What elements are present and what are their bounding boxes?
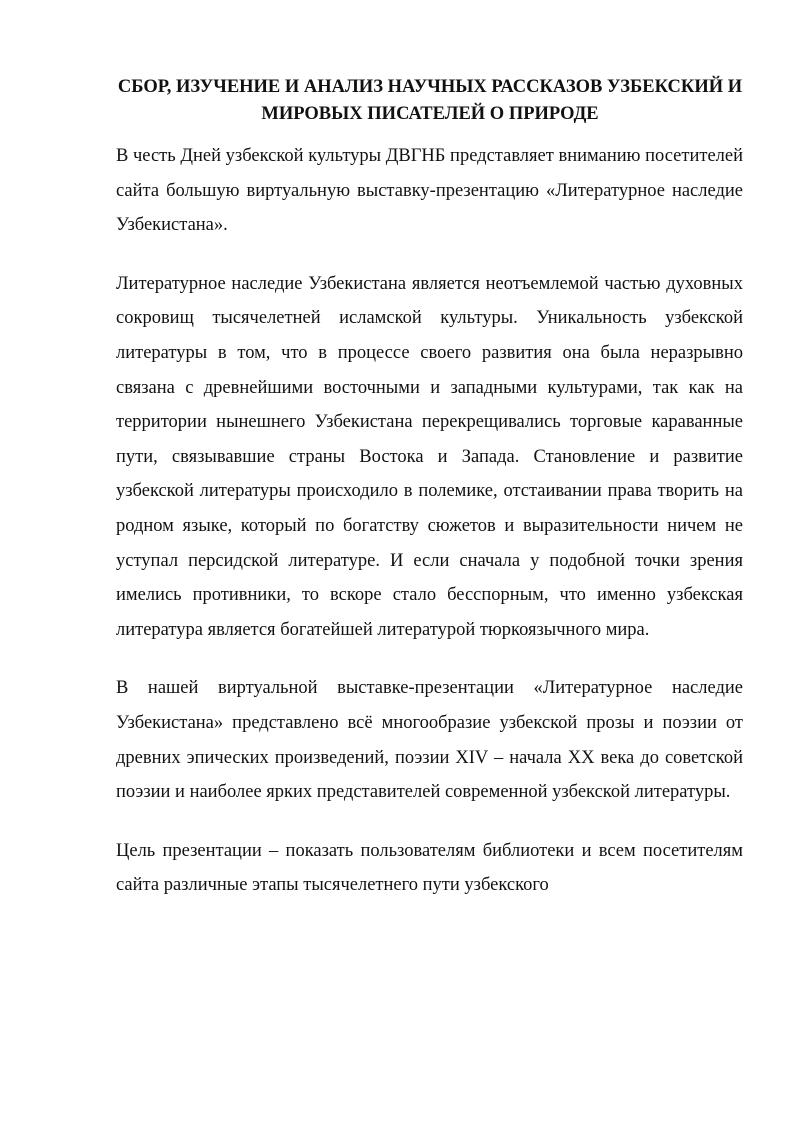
paragraph-1: В честь Дней узбекской культуры ДВГНБ представляет вниманию посетителей сайта большую виртуальную выставку-презентацию «Литературное наследие Узбекистана».: [116, 146, 743, 236]
paragraph-3: В нашей виртуальной выставке-презентации «Литературное наследие Узбекистана» представлено всё многообразие узбекской прозы и поэзии от древних эпических произведений, поэзии XIV – начала XX века до советской поэзии и наиболее ярких представителей современной узбекской литературы.: [116, 678, 743, 803]
paragraph-4: Цель презентации – показать пользователям библиотеки и всем посетителям сайта различные этапы тысячелетнего пути узбекского: [116, 840, 743, 896]
document-title: СБОР, ИЗУЧЕНИЕ И АНАЛИЗ НАУЧНЫХ РАССКАЗОВ УЗБЕКСКИЙ И МИРОВЫХ ПИСАТЕЛЕЙ О ПРИРОДЕ: [117, 77, 743, 124]
document-body: [116, 139, 743, 927]
paragraph-2: Литературное наследие Узбекистана является неотъемлемой частью духовных сокровищ тысячелетней исламской культуры. Уникальность узбекской литературы в том, что в процессе своего развития она была неразрывно связана с древнейшими восточными и западными культурами, так как на территории нынешнего Узбекистана перекрещивались торговые караванные пути, связывавшие страны Востока и Запада. Становление и развитие узбекской литературы происходило в полемике, отстаивании права творить на родном языке, который по богатству сюжетов и выразительности ничем не уступал персидской литературе. И если сначала у подобной точки зрения имелись противники, то вскоре стало бесспорным, что именно узбекская литература является богатейшей литературой тюркоязычного мира.: [116, 273, 743, 640]
